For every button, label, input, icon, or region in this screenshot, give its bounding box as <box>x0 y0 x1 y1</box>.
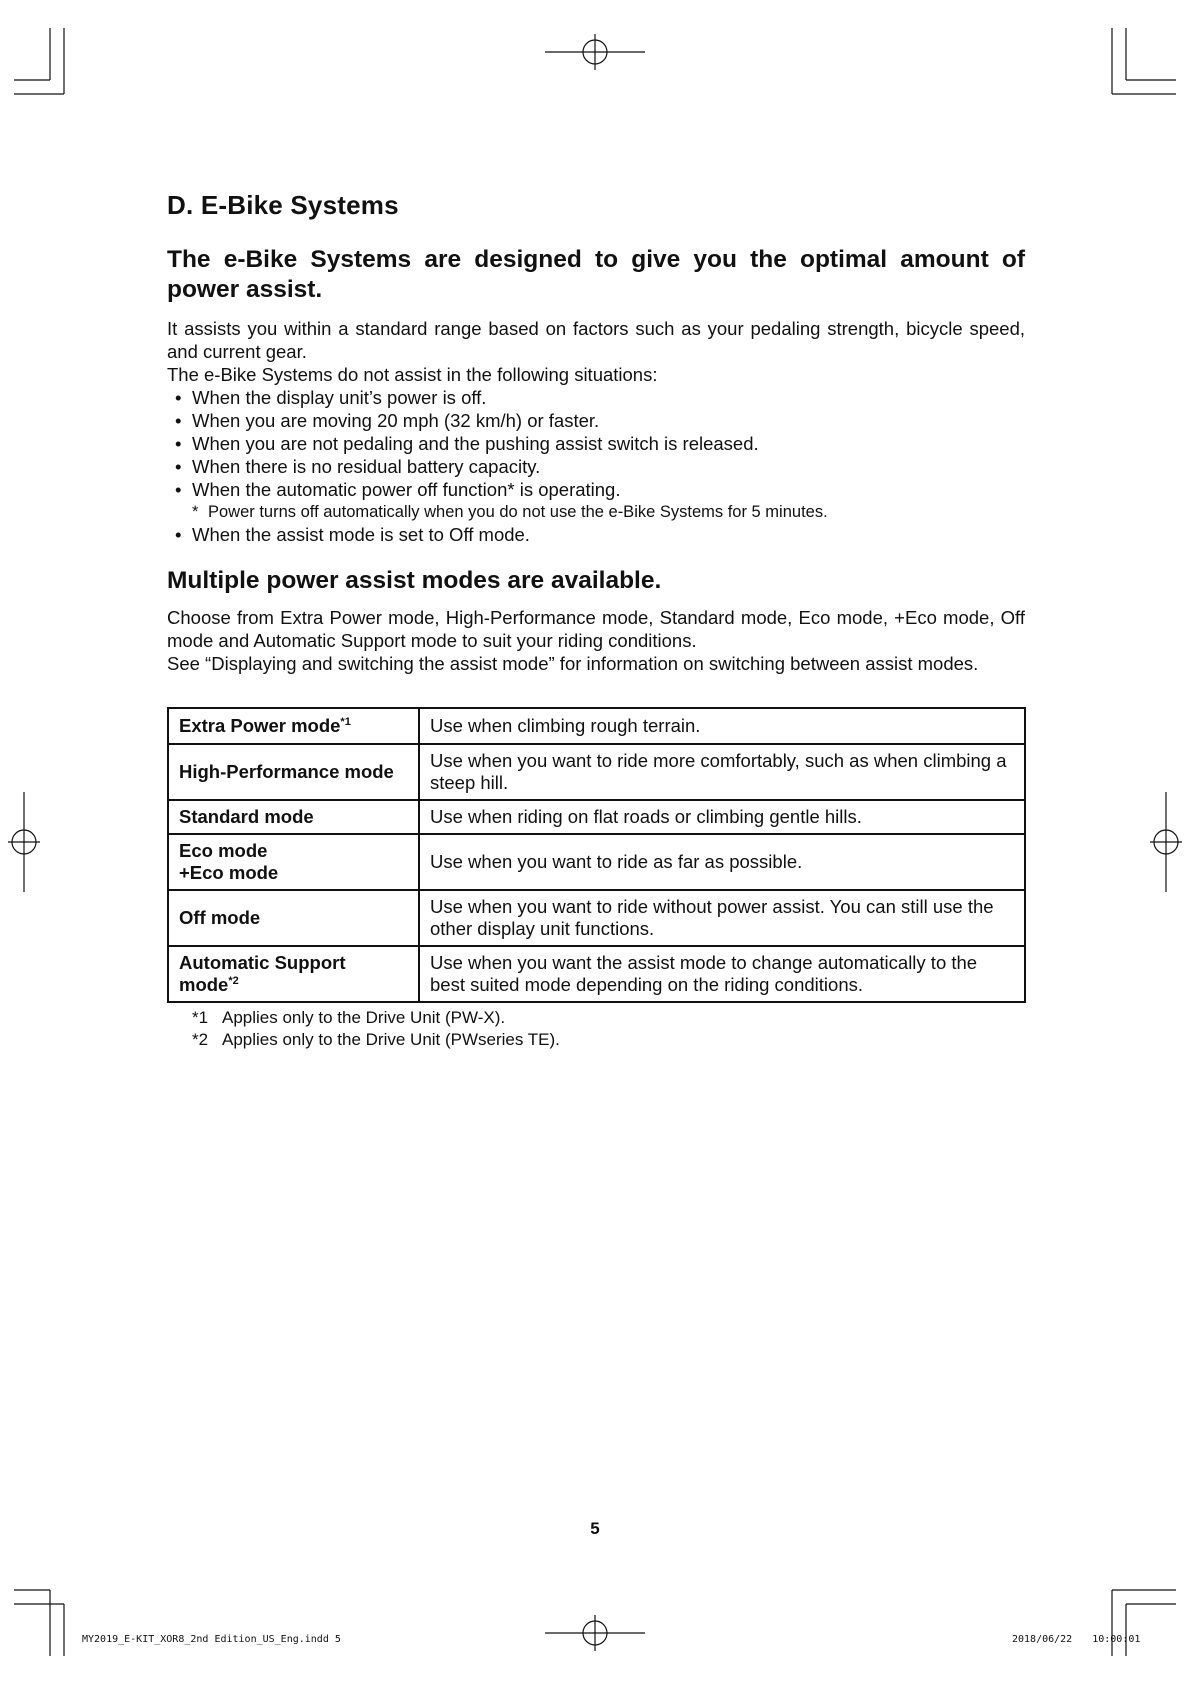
print-slug-filename: MY2019_E-KIT_XOR8_2nd Edition_US_Eng.indd 5 <box>82 1634 341 1645</box>
table-footnotes <box>167 1007 1025 1051</box>
list-item-text: When the assist mode is set to Off mode. <box>192 524 530 545</box>
bullet-dot: • <box>175 410 182 431</box>
list-item-text: When the automatic power off function* is operating. <box>192 479 621 500</box>
heading-assist-modes: Multiple power assist modes are available. <box>167 567 662 594</box>
footnote-text: Applies only to the Drive Unit (PW-X). <box>222 1008 506 1027</box>
mode-description-cell: Use when you want the assist mode to change automatically to the best suited mode depending on the riding conditions. <box>419 946 1025 1002</box>
no-assist-list <box>167 386 1025 501</box>
page-content <box>167 190 1025 1051</box>
mode-name-cell <box>168 890 419 946</box>
heading-optimal-power-assist: The e-Bike Systems are designed to give you the optimal amount of power assist. <box>167 246 1025 303</box>
page-number: 5 <box>590 1519 600 1538</box>
mode-description-cell: Use when climbing rough terrain. <box>419 708 1025 744</box>
power-off-note-text: Power turns off automatically when you do not use the e-Bike Systems for 5 minutes. <box>208 503 828 521</box>
crop-mark-top-right <box>1112 28 1176 94</box>
list-item <box>167 478 1025 501</box>
mode-name-cell <box>168 708 419 744</box>
bullet-dot: • <box>175 479 182 500</box>
crop-mark-bottom-left <box>14 1590 64 1656</box>
registration-mark-left <box>8 792 40 892</box>
list-item <box>167 432 1025 455</box>
list-item-text: When there is no residual battery capacity. <box>192 456 541 477</box>
slug-date: 2018/06/22 <box>1012 1634 1073 1645</box>
registration-mark-bottom <box>545 1615 645 1651</box>
list-item <box>167 386 1025 409</box>
assist-modes-table <box>167 707 1026 1003</box>
mode-name: Eco mode <box>179 840 268 861</box>
footnote-mark: *1 <box>192 1008 209 1027</box>
registration-mark-top <box>545 34 645 70</box>
footnote-ref: *1 <box>340 715 351 728</box>
bullet-dot: • <box>175 456 182 477</box>
footnote <box>192 1029 1025 1051</box>
bullet-dot: • <box>175 433 182 454</box>
bullet-dot: • <box>175 387 182 408</box>
crop-mark-bottom-right <box>1112 1590 1176 1656</box>
list-item <box>167 523 1025 546</box>
table-row <box>168 946 1025 1002</box>
table-row <box>168 744 1025 800</box>
mode-description-cell: Use when you want to ride without power assist. You can still use the other display unit functions. <box>419 890 1025 946</box>
crop-mark-top-left <box>14 28 64 94</box>
footnote-text: Applies only to the Drive Unit (PWseries TE). <box>222 1030 560 1049</box>
modes-paragraph-see: See “Displaying and switching the assist mode” for information on switching between assist modes. <box>167 653 979 674</box>
slug-time: 10:00:01 <box>1092 1634 1141 1645</box>
list-item <box>167 455 1025 478</box>
footnote <box>192 1007 1025 1029</box>
list-item-text: When you are moving 20 mph (32 km/h) or faster. <box>192 410 600 431</box>
table-row <box>168 708 1025 744</box>
mode-name-cell <box>168 744 419 800</box>
table-row <box>168 800 1025 834</box>
modes-paragraph-choose: Choose from Extra Power mode, High-Performance mode, Standard mode, Eco mode, +Eco mode, Off mode and Automatic Support mode to suit your riding conditions. <box>167 607 1025 651</box>
section-title: D. E-Bike Systems <box>167 190 399 220</box>
no-assist-list-continued <box>167 523 1025 546</box>
mode-description-cell: Use when you want to ride as far as possible. <box>419 834 1025 890</box>
footnote-mark: *2 <box>192 1030 209 1049</box>
list-item-text: When the display unit’s power is off. <box>192 387 487 408</box>
note-asterisk: * <box>192 503 199 521</box>
mode-name-secondary: mode <box>179 974 229 995</box>
table-row <box>168 834 1025 890</box>
mode-name-secondary: +Eco mode <box>179 862 279 883</box>
print-slug-timestamp <box>1012 1634 1140 1645</box>
mode-name: Extra Power mode <box>179 715 341 736</box>
no-assist-intro: The e-Bike Systems do not assist in the following situations: <box>167 364 658 385</box>
bullet-dot: • <box>175 524 182 545</box>
mode-name-cell <box>168 800 419 834</box>
table-row <box>168 890 1025 946</box>
mode-name: Off mode <box>179 907 261 928</box>
mode-name: Standard mode <box>179 806 314 827</box>
footnote-ref: *2 <box>228 974 239 987</box>
registration-mark-right <box>1150 792 1182 892</box>
mode-description-cell: Use when riding on flat roads or climbing gentle hills. <box>419 800 1025 834</box>
list-item <box>167 409 1025 432</box>
intro-paragraph: It assists you within a standard range based on factors such as your pedaling strength, bicycle speed, and current gear. <box>167 318 1025 362</box>
mode-name-cell <box>168 946 419 1002</box>
list-item-text: When you are not pedaling and the pushing assist switch is released. <box>192 433 759 454</box>
mode-name: Automatic Support <box>179 952 346 973</box>
mode-description-cell: Use when you want to ride more comfortably, such as when climbing a steep hill. <box>419 744 1025 800</box>
mode-name: High-Performance mode <box>179 761 394 782</box>
mode-name-cell <box>168 834 419 890</box>
power-off-note <box>167 501 1025 523</box>
